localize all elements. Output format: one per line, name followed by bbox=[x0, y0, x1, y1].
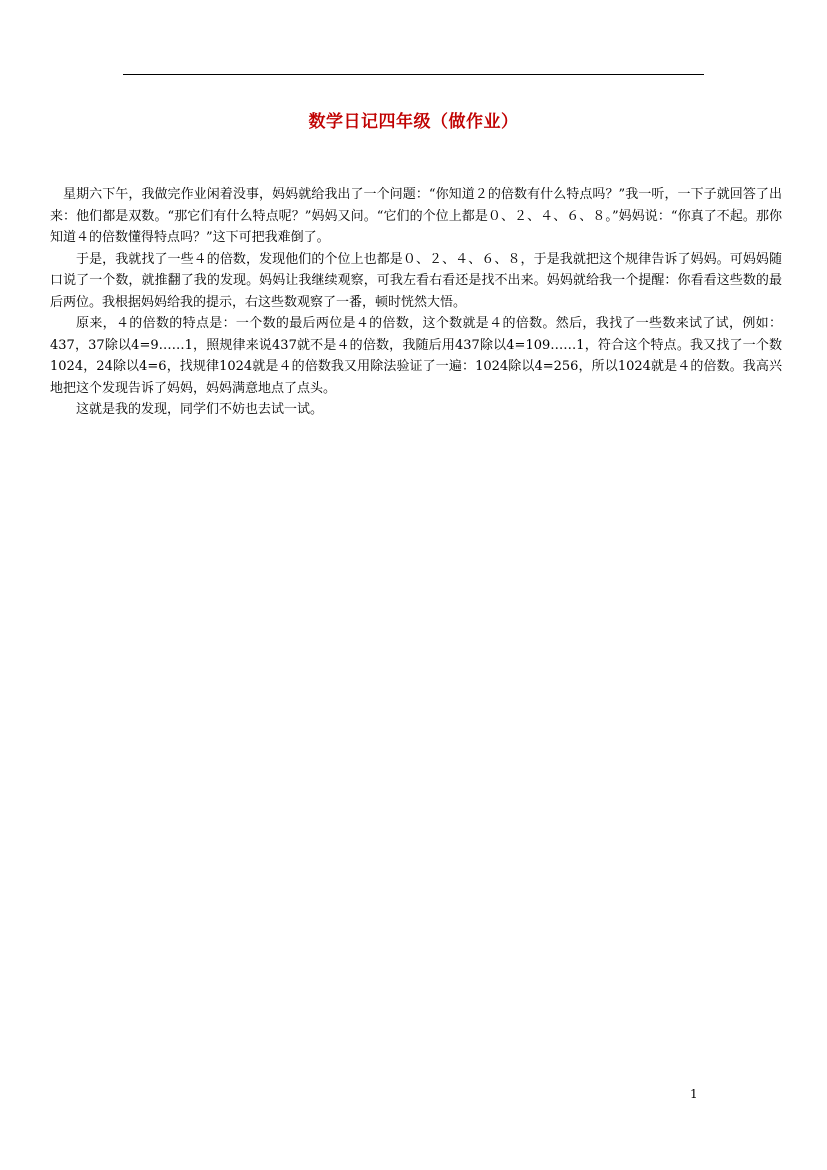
document-body bbox=[50, 184, 782, 421]
page-number: 1 bbox=[690, 1087, 698, 1101]
paragraph-2: 于是，我就找了一些４的倍数，发现他们的个位上也都是０、２、４、６、８，于是我就把这个规律告诉了妈妈。可妈妈随口说了一个数，就推翻了我的发现。妈妈让我继续观察，可我左看右看还是找不出来。妈妈就给我一个提醒：你看看这些数的最后两位。我根据妈妈给我的提示，右这些数观察了一番，顿时恍然大悟。 bbox=[50, 251, 782, 310]
document-title: 数学日记四年级（做作业） bbox=[308, 112, 519, 132]
paragraph-3: 原来，４的倍数的特点是：一个数的最后两位是４的倍数，这个数就是４的倍数。然后，我找了一些数来试了试，例如：437，37除以4=9……1，照规律来说437就不是４的倍数，我随后用437除以4=109……1，符合这个特点。我又找了一个数1024，24除以4=6，找规律1024就是４的倍数我又用除法验证了一遍：1024除以4=256，所以1024就是４的倍数。我高兴地把这个发现告诉了妈妈，妈妈满意地点了点头。 bbox=[50, 316, 782, 396]
paragraph-4: 这就是我的发现，同学们不妨也去试一试。 bbox=[76, 402, 324, 417]
paragraph-1: 星期六下午，我做完作业闲着没事，妈妈就给我出了一个问题：“你知道２的倍数有什么特点吗？”我一听，一下子就回答了出来：他们都是双数。“那它们有什么特点呢？”妈妈又问。“它们的个位上都是０、２、４、６、８。”妈妈说：“你真了不起。那你知道４的倍数懂得特点吗？”这下可把我难倒了。 bbox=[50, 187, 782, 245]
header-rule bbox=[123, 74, 704, 75]
